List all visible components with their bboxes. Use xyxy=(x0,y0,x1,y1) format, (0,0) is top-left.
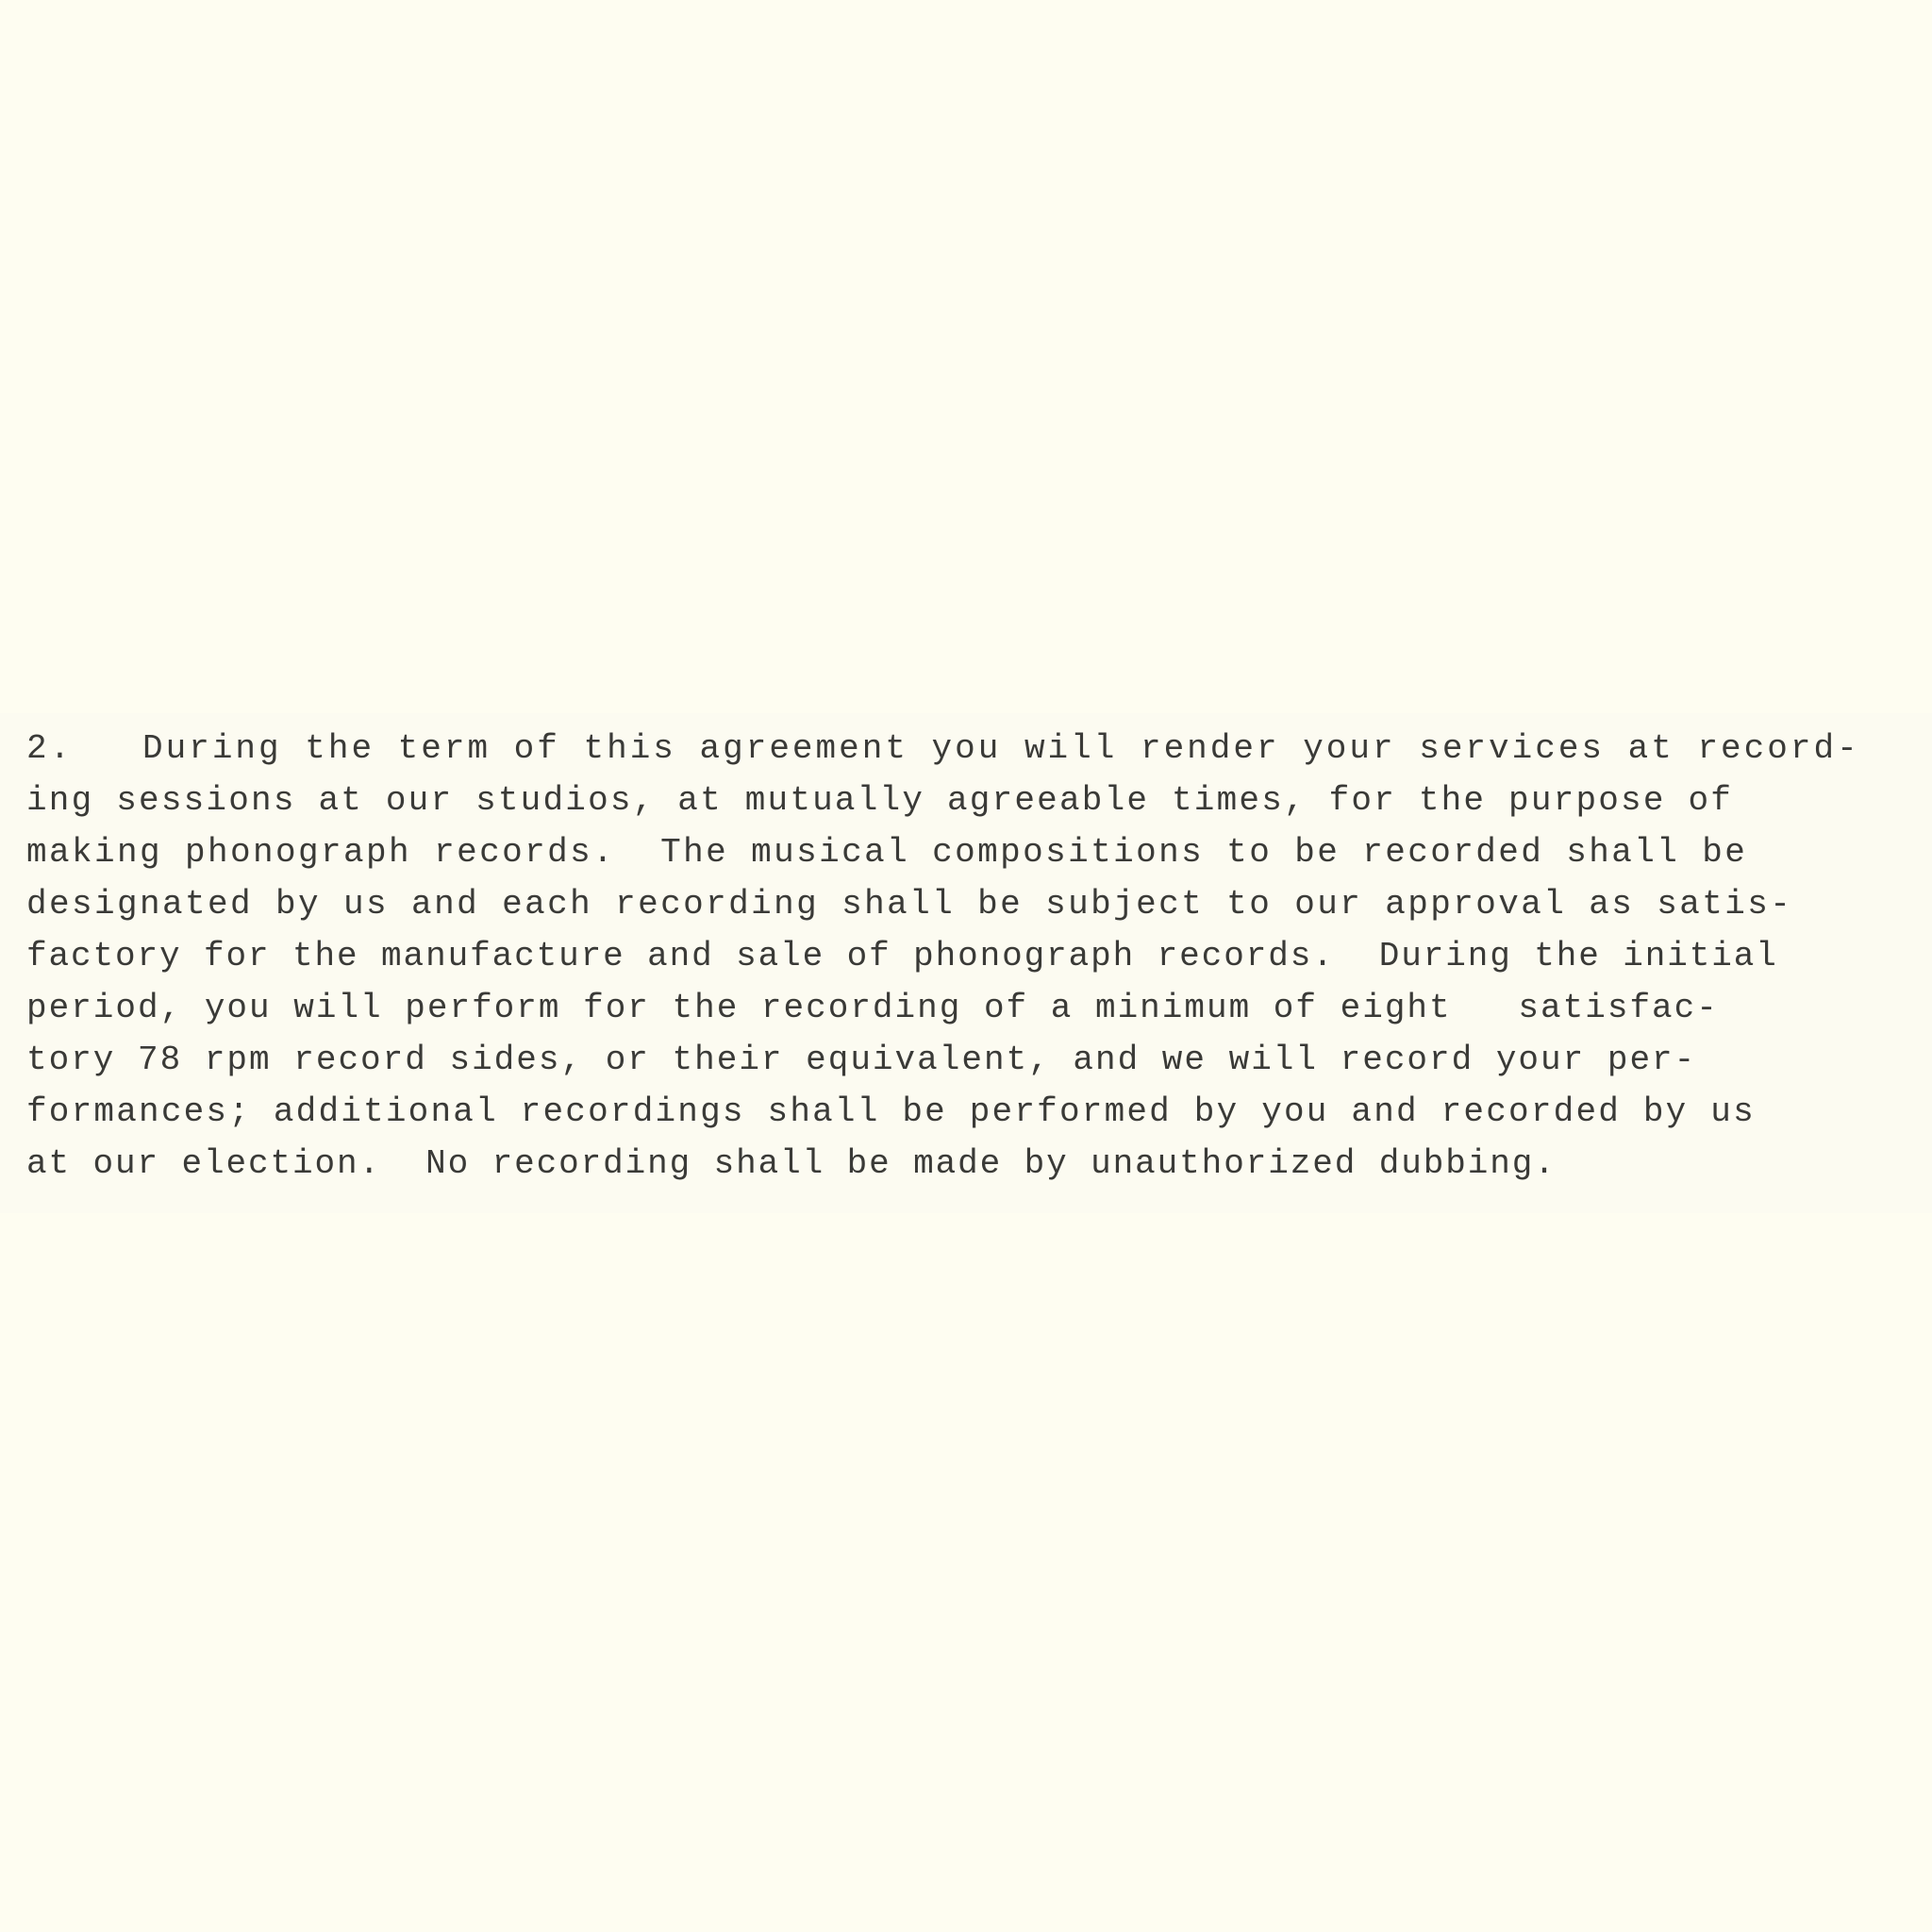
paragraph-line: designated by us and each recording shall be subject to our approval as satis- xyxy=(26,885,1793,924)
paragraph-line: 2. During the term of this agreement you will render your services at record- xyxy=(26,729,1860,768)
contract-paragraph xyxy=(26,723,1913,1190)
paragraph-line: ing sessions at our studios, at mutually agreeable times, for the purpose of xyxy=(26,781,1734,820)
paragraph-line: factory for the manufacture and sale of phonograph records. During the initial xyxy=(26,937,1778,975)
paragraph-line: at our election. No recording shall be made by unauthorized dubbing. xyxy=(26,1144,1557,1183)
paragraph-line: making phonograph records. The musical compositions to be recorded shall be xyxy=(26,833,1748,872)
paragraph-line: period, you will perform for the recording of a minimum of eight satisfac- xyxy=(26,989,1719,1027)
paragraph-line: tory 78 rpm record sides, or their equivalent, and we will record your per- xyxy=(26,1041,1697,1079)
paragraph-line: formances; additional recordings shall be performed by you and recorded by us xyxy=(26,1092,1756,1131)
